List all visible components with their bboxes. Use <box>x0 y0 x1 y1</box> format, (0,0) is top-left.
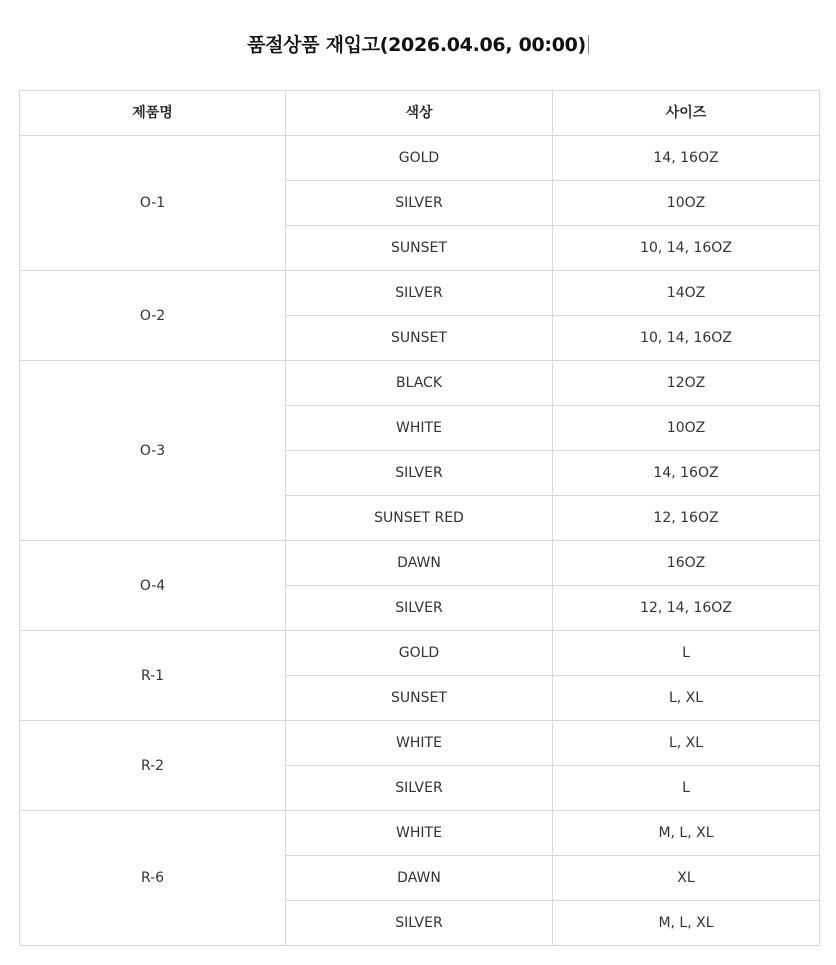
size-cell: M, L, XL <box>553 811 820 856</box>
page-title-text: 품절상품 재입고(2026.04.06, 00:00) <box>247 34 586 56</box>
color-cell: SILVER <box>286 181 553 226</box>
text-cursor <box>588 35 589 54</box>
size-cell: 14OZ <box>553 271 820 316</box>
size-cell: 14, 16OZ <box>553 136 820 181</box>
size-cell: L, XL <box>553 676 820 721</box>
table-header-row <box>20 91 820 136</box>
size-cell: L <box>553 766 820 811</box>
size-cell: 10OZ <box>553 181 820 226</box>
table-row <box>20 361 820 406</box>
size-cell: 12OZ <box>553 361 820 406</box>
header-color: 색상 <box>286 91 553 136</box>
color-cell: SILVER <box>286 271 553 316</box>
product-cell: R-6 <box>20 811 286 946</box>
product-cell: O-2 <box>20 271 286 361</box>
size-cell: 12, 16OZ <box>553 496 820 541</box>
size-cell: M, L, XL <box>553 901 820 946</box>
color-cell: WHITE <box>286 406 553 451</box>
color-cell: BLACK <box>286 361 553 406</box>
size-cell: 16OZ <box>553 541 820 586</box>
color-cell: WHITE <box>286 721 553 766</box>
table-row <box>20 271 820 316</box>
product-cell: R-1 <box>20 631 286 721</box>
page-title <box>0 30 836 60</box>
restock-table <box>19 90 820 946</box>
size-cell: 10, 14, 16OZ <box>553 316 820 361</box>
product-cell: O-4 <box>20 541 286 631</box>
table-row <box>20 721 820 766</box>
table-row <box>20 541 820 586</box>
size-cell: L <box>553 631 820 676</box>
header-product: 제품명 <box>20 91 286 136</box>
table-row <box>20 136 820 181</box>
product-cell: R-2 <box>20 721 286 811</box>
color-cell: SILVER <box>286 766 553 811</box>
color-cell: SILVER <box>286 586 553 631</box>
size-cell: 12, 14, 16OZ <box>553 586 820 631</box>
product-cell: O-1 <box>20 136 286 271</box>
color-cell: SUNSET <box>286 316 553 361</box>
color-cell: DAWN <box>286 856 553 901</box>
color-cell: SILVER <box>286 901 553 946</box>
color-cell: DAWN <box>286 541 553 586</box>
color-cell: SILVER <box>286 451 553 496</box>
color-cell: GOLD <box>286 631 553 676</box>
color-cell: SUNSET RED <box>286 496 553 541</box>
color-cell: SUNSET <box>286 676 553 721</box>
size-cell: 10OZ <box>553 406 820 451</box>
color-cell: GOLD <box>286 136 553 181</box>
size-cell: L, XL <box>553 721 820 766</box>
product-cell: O-3 <box>20 361 286 541</box>
color-cell: WHITE <box>286 811 553 856</box>
header-size: 사이즈 <box>553 91 820 136</box>
size-cell: XL <box>553 856 820 901</box>
color-cell: SUNSET <box>286 226 553 271</box>
size-cell: 10, 14, 16OZ <box>553 226 820 271</box>
size-cell: 14, 16OZ <box>553 451 820 496</box>
table-row <box>20 631 820 676</box>
table-row <box>20 811 820 856</box>
